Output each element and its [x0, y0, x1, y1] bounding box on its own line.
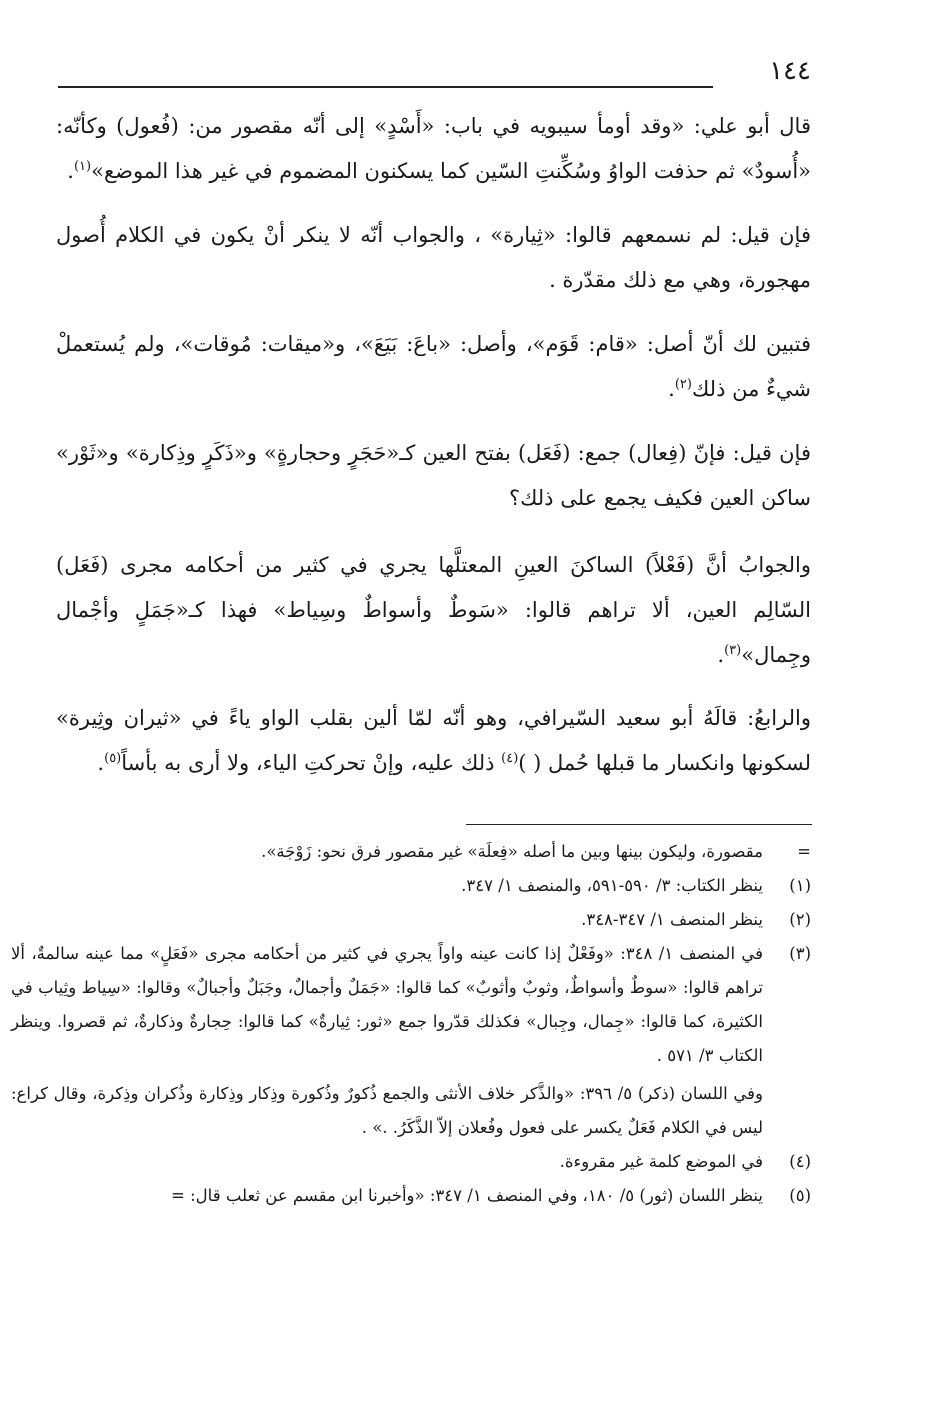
paragraph-text: فإن قيل: فإنّ (فِعال) جمع: (فَعَل) بفتح العين كـ«حَجَرٍ وحجارةٍ» و«ذَكَرٍ وذِكارة» و«ثَوْر» ساكن العين فكيف يجمع على ذلك؟ — [56, 441, 811, 510]
footnote-number: (١) — [789, 876, 811, 895]
paragraph-text: قال أبو علي: «وقد أومأ سيبويه في باب: «أَسْدٍ» إلى أنّه مقصور من: (فُعول) وكأنّه: «أُسودٌ» ثم حذفت الواوُ وسُكِّنتِ السّين كما يسكنون المضموم في غير هذا الموضع» — [56, 114, 811, 183]
footnote-continuation — [11, 835, 811, 869]
footnote-rule — [466, 824, 812, 825]
footnotes — [11, 835, 811, 1213]
paragraph-tail: . — [668, 377, 675, 401]
footnote-text: في المنصف ١/ ٣٤٨: «وفَعْلٌ إذا كانت عينه واواً يجري في كثير من أحكامه مجرى «فَعَلٍ» مما عينه سالمةٌ، ألا تراهم قالوا: «سوطٌ وأسواطٌ، وثوبٌ وأثوبٌ» كما قالوا: «جَمَلٌ وأجمالٌ، وجَبَلٌ وأجبالٌ» وقالوا: «سِياط وثِياب في الكثيرة، كما قالوا: «جِمال، وجِبال» فكذلك قدّروا جمع «ثور: ثِيارةٌ» كما قالوا: حِجارةٌ وذكارةٌ، ثم قصروا. وينظر الكتاب ٣/ ٥٧١ . — [11, 944, 764, 1065]
footnote-5 — [11, 1179, 811, 1213]
footnote-ref: (٣) — [724, 643, 742, 658]
page-number: ١٤٤ — [769, 56, 811, 86]
footnote-number: (٢) — [789, 910, 811, 929]
paragraph-text: والجوابُ أنَّ (فَعْلاً) الساكنَ العينِ المعتلَّها يجري في كثير من أحكامه مجرى (فَعَل) السّالِم العين، ألا تراهم قالوا: «سَوطٌ وأسواطٌ وسِياط» فهذا كـ«جَمَلٍ وأجْمال وجِمال» — [56, 553, 811, 667]
paragraph-tail: . — [717, 643, 725, 667]
footnote-text: في الموضع كلمة غير مقروءة. — [559, 1152, 763, 1171]
footnote-ref: (٤) — [501, 751, 519, 766]
footnote-number: (٤) — [789, 1152, 811, 1171]
continuation-marker: = — [797, 842, 811, 861]
paragraph-tail: . — [67, 159, 74, 183]
paragraph-text: فتبين لك أنّ أصل: «قام: قَوَم»، وأصل: «باعَ: بَيَعَ»، و«ميقات: مُوقات»، ولم يُستعملْ شيءٌ من ذلك — [56, 332, 811, 401]
paragraph-3 — [56, 322, 811, 412]
paragraph-6 — [56, 696, 811, 786]
main-text — [56, 104, 811, 805]
footnote-ref: (٥) — [104, 751, 122, 766]
footnote-3-continuation: وفي اللسان (ذكر) ٥/ ٣٩٦: «والذَّكر خلاف الأنثى والجمع ذُكورٌ وذُكورة وذِكار وذِكارة وذُكران وذِكرة، وقال كراع: ليس في الكلام فَعَلٌ يكسر على فعول وفُعلان إلاّ الذَّكَرُ. .» . — [11, 1084, 763, 1137]
footnote-2 — [11, 903, 811, 937]
footnote-text: ينظر المنصف ١/ ٣٤٧-٣٤٨. — [581, 910, 763, 929]
footnote-ref: (١) — [73, 159, 92, 174]
footnote-4 — [11, 1145, 811, 1179]
paragraph-text: والرابعُ: قالَهُ أبو سعيد السّيرافي، وهو أنّه لمّا ألين بقلب الواو ياءً في «ثيران وثِيرة» لسكونها وانكسار ما قبلها حُمل ( ) — [56, 706, 811, 775]
paragraph-5 — [56, 543, 811, 678]
footnote-3 — [11, 937, 811, 1073]
header-rule — [58, 86, 713, 88]
paragraph-4 — [56, 431, 811, 521]
footnote-text: مقصورة، وليكون بينها وبين ما أصله «فِعلَة» غير مقصور فرق نحو: زَوْجَة». — [261, 842, 763, 861]
footnote-number: (٣) — [789, 944, 811, 963]
footnote-ref: (٢) — [674, 377, 692, 392]
footnote-1 — [11, 869, 811, 903]
footnote-text: ينظر الكتاب: ٣/ ٥٩٠-٥٩١، والمنصف ١/ ٣٤٧. — [461, 876, 763, 895]
paragraph-text: فإن قيل: لم نسمعهم قالوا: «ثِيارة» ، والجواب أنّه لا ينكر أنْ يكون في الكلام أُصول مهجورة، وهي مع ذلك مقدّرة . — [56, 223, 811, 292]
footnote-text: ينظر اللسان (ثور) ٥/ ١٨٠، وفي المنصف ١/ ٣٤٧: «وأخبرنا ابن مقسم عن ثعلب قال: = — [171, 1186, 763, 1205]
footnote-number: (٥) — [789, 1186, 811, 1205]
paragraph-1 — [56, 104, 811, 194]
paragraph-2 — [56, 213, 811, 303]
paragraph-tail: ذلك عليه، وإنْ تحركتِ الياء، ولا أرى به بأساً — [121, 751, 502, 775]
paragraph-tail: . — [97, 751, 105, 775]
